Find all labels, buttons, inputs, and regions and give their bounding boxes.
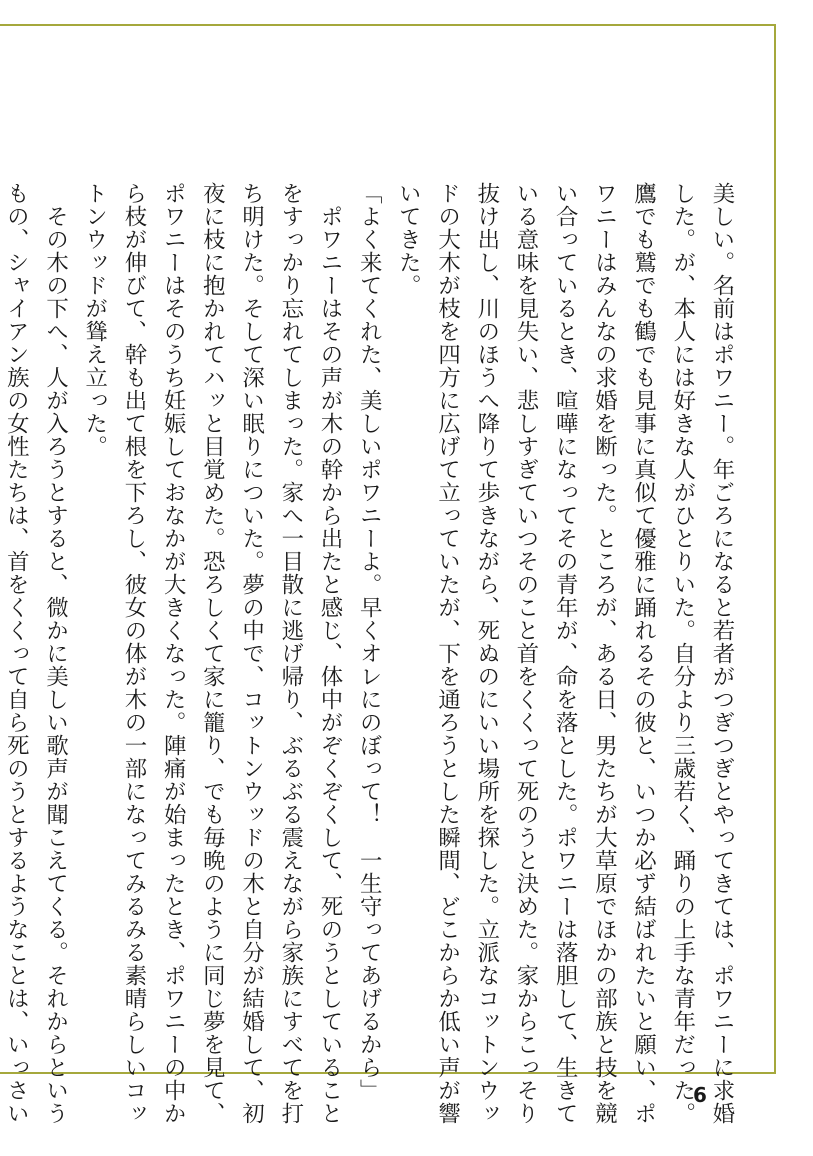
text-line: ポワニーはそのうち妊娠しておなかが大きくなった。陣痛が始まったとき、ポワニーの中か <box>160 182 187 1125</box>
text-line: いてきた。 <box>395 182 422 297</box>
text-line: した。が、本人には好きな人がひとりいた。自分より三歳若く、踊りの上手な青年だった。 <box>669 182 696 1125</box>
text-line: ポワニーはその声が木の幹から出たと感じ、体中がぞくぞくして、死のうとしていること <box>316 182 343 1125</box>
text-line: その木の下へ、人が入ろうとすると、微かに美しい歌声が聞こえてくる。それからという <box>42 182 69 1125</box>
text-line: をすっかり忘れてしまった。家へ一目散に逃げ帰り、ぶるぶる震えながら家族にすべてを打 <box>277 182 304 1125</box>
text-line: トンウッドが聳え立った。 <box>81 182 108 458</box>
text-line: ち明けた。そして深い眠りについた。夢の中で、コットンウッドの木と自分が結婚して、初 <box>238 182 265 1125</box>
body-text <box>0 182 741 1125</box>
text-line: 「よく来てくれた、美しいポワニーよ。早くオレにのぼって！ 一生守ってあげるから」 <box>356 182 383 1102</box>
text-line: 抜け出し、川のほうへ降りて歩きながら、死ぬのにいい場所を探した。立派なコットンウッ <box>473 182 500 1125</box>
text-line: いる意味を見失い、悲しすぎていつそのこと首をくくって死のうと決めた。家からこっそり <box>512 182 539 1125</box>
text-line: ら枝が伸びて、幹も出て根を下ろし、彼女の体が木の一部になってみるみる素晴らしいコッ <box>120 182 147 1125</box>
text-line: 美しい。名前はポワニー。年ごろになると若者がつぎつぎとやってきては、ポワニーに求婚 <box>709 182 735 1125</box>
text-line: もの、シャイアン族の女性たちは、首をくくって自ら死のうとするようなことは、いっさい <box>3 182 30 1125</box>
text-line: 鷹でも鷲でも鶴でも見事に真似て優雅に踊れるその彼と、いつか必ず結ばれたいと願い、ポ <box>630 182 657 1125</box>
text-line: い合っているとき、喧嘩になってその青年が、命を落とした。ポワニーは落胆して、生きて <box>552 182 579 1125</box>
text-line: ワニーはみんなの求婚を断った。ところが、ある日、男たちが大草原でほかの部族と技を競 <box>591 182 618 1125</box>
page-number: 6 <box>693 1083 707 1107</box>
text-line: ドの大木が枝を四方に広げて立っていたが、下を通ろうとした瞬間、どこからか低い声が響 <box>434 182 461 1125</box>
text-line: 夜に枝に抱かれてハッと目覚めた。恐ろしくて家に籠り、でも毎晩のように同じ夢を見て、 <box>199 182 226 1125</box>
